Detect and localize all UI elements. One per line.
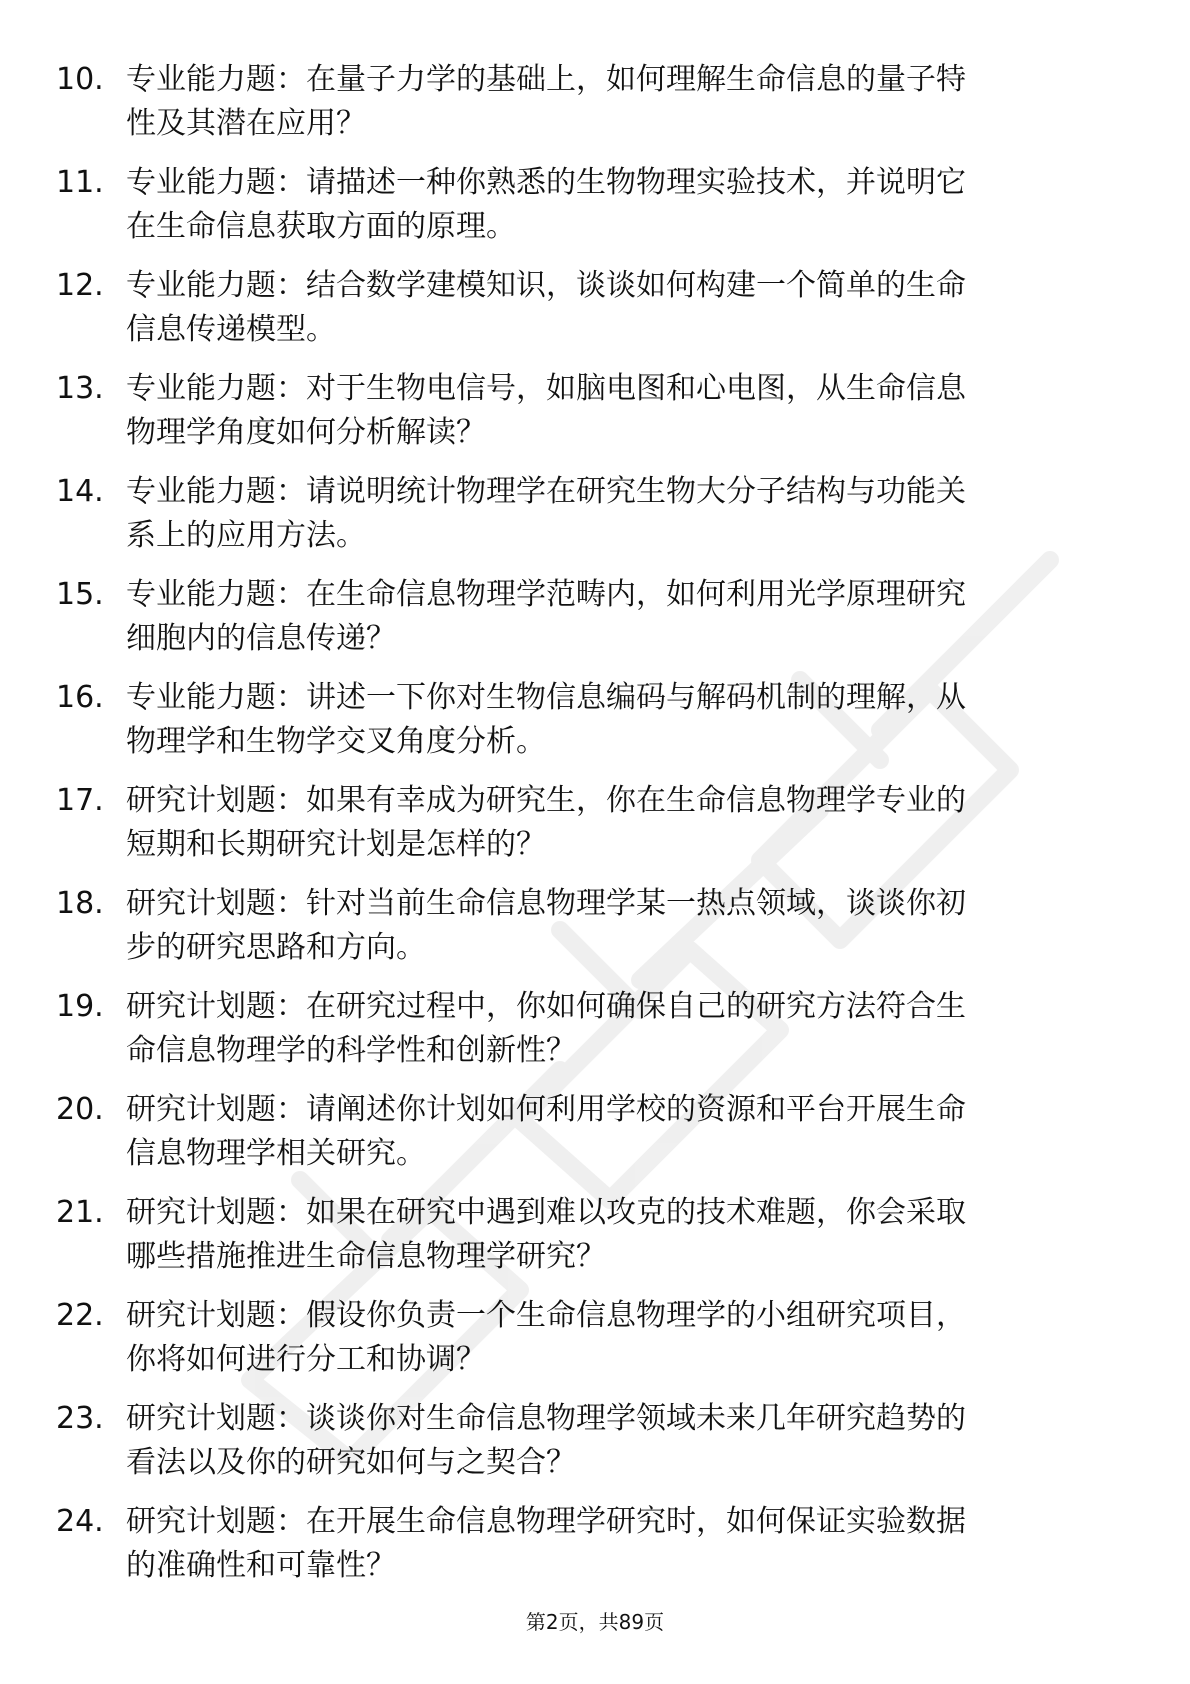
question-item	[0, 977, 1190, 1080]
question-number: 18.	[56, 886, 104, 921]
question-item	[0, 1183, 1190, 1286]
question-text	[126, 1397, 1146, 1485]
question-list	[0, 50, 1190, 1595]
question-text	[126, 264, 1146, 352]
question-item	[0, 50, 1190, 153]
question-line: 细胞内的信息传递？	[126, 621, 396, 656]
question-line: 研究计划题：假设你负责一个生命信息物理学的小组研究项目，	[126, 1298, 966, 1333]
question-line: 性及其潜在应用？	[126, 106, 366, 141]
question-number: 13.	[56, 371, 104, 406]
question-number: 17.	[56, 783, 104, 818]
question-line: 系上的应用方法。	[126, 518, 366, 553]
question-number: 22.	[56, 1298, 104, 1333]
question-text	[126, 573, 1146, 661]
question-line: 步的研究思路和方向。	[126, 930, 426, 965]
question-number: 16.	[56, 680, 104, 715]
question-number: 24.	[56, 1504, 104, 1539]
question-line: 命信息物理学的科学性和创新性？	[126, 1033, 576, 1068]
question-item	[0, 1286, 1190, 1389]
question-number: 15.	[56, 577, 104, 612]
question-text	[126, 161, 1146, 249]
page-footer: 第2页，共89页	[525, 1610, 665, 1634]
question-line: 专业能力题：讲述一下你对生物信息编码与解码机制的理解，从	[126, 680, 966, 715]
question-text	[126, 676, 1146, 764]
question-text	[126, 882, 1146, 970]
question-item	[0, 256, 1190, 359]
question-line: 哪些措施推进生命信息物理学研究？	[126, 1239, 606, 1274]
question-line: 在生命信息获取方面的原理。	[126, 209, 516, 244]
question-text	[126, 779, 1146, 867]
question-line: 研究计划题：在研究过程中，你如何确保自己的研究方法符合生	[126, 989, 966, 1024]
question-text	[126, 985, 1146, 1073]
question-line: 研究计划题：谈谈你对生命信息物理学领域未来几年研究趋势的	[126, 1401, 966, 1436]
question-text	[126, 1088, 1146, 1176]
question-line: 的准确性和可靠性？	[126, 1548, 396, 1583]
question-item	[0, 874, 1190, 977]
question-line: 专业能力题：结合数学建模知识，谈谈如何构建一个简单的生命	[126, 268, 966, 303]
question-item	[0, 668, 1190, 771]
question-text	[126, 1191, 1146, 1279]
question-line: 物理学和生物学交叉角度分析。	[126, 724, 546, 759]
question-number: 12.	[56, 268, 104, 303]
question-number: 11.	[56, 165, 104, 200]
question-line: 研究计划题：如果在研究中遇到难以攻克的技术难题，你会采取	[126, 1195, 966, 1230]
question-line: 物理学角度如何分析解读？	[126, 415, 486, 450]
question-text	[126, 58, 1146, 146]
question-item	[0, 1080, 1190, 1183]
question-text	[126, 367, 1146, 455]
question-line: 信息传递模型。	[126, 312, 336, 347]
question-item	[0, 1389, 1190, 1492]
question-line: 短期和长期研究计划是怎样的？	[126, 827, 546, 862]
question-item	[0, 359, 1190, 462]
question-text	[126, 1294, 1146, 1382]
question-item	[0, 462, 1190, 565]
question-text	[126, 1500, 1146, 1588]
question-line: 研究计划题：请阐述你计划如何利用学校的资源和平台开展生命	[126, 1092, 966, 1127]
question-item	[0, 1492, 1190, 1595]
question-line: 专业能力题：在生命信息物理学范畴内，如何利用光学原理研究	[126, 577, 966, 612]
question-line: 专业能力题：对于生物电信号，如脑电图和心电图，从生命信息	[126, 371, 966, 406]
question-number: 10.	[56, 62, 104, 97]
question-line: 你将如何进行分工和协调？	[126, 1342, 486, 1377]
question-number: 14.	[56, 474, 104, 509]
question-item	[0, 771, 1190, 874]
question-number: 20.	[56, 1092, 104, 1127]
question-item	[0, 565, 1190, 668]
question-line: 看法以及你的研究如何与之契合？	[126, 1445, 576, 1480]
question-line: 专业能力题：在量子力学的基础上，如何理解生命信息的量子特	[126, 62, 966, 97]
question-number: 23.	[56, 1401, 104, 1436]
question-line: 信息物理学相关研究。	[126, 1136, 426, 1171]
question-line: 专业能力题：请说明统计物理学在研究生物大分子结构与功能关	[126, 474, 966, 509]
question-line: 专业能力题：请描述一种你熟悉的生物物理实验技术，并说明它	[126, 165, 966, 200]
question-line: 研究计划题：如果有幸成为研究生，你在生命信息物理学专业的	[126, 783, 966, 818]
question-item	[0, 153, 1190, 256]
question-number: 19.	[56, 989, 104, 1024]
question-line: 研究计划题：针对当前生命信息物理学某一热点领域，谈谈你初	[126, 886, 966, 921]
question-text	[126, 470, 1146, 558]
question-number: 21.	[56, 1195, 104, 1230]
question-line: 研究计划题：在开展生命信息物理学研究时，如何保证实验数据	[126, 1504, 966, 1539]
